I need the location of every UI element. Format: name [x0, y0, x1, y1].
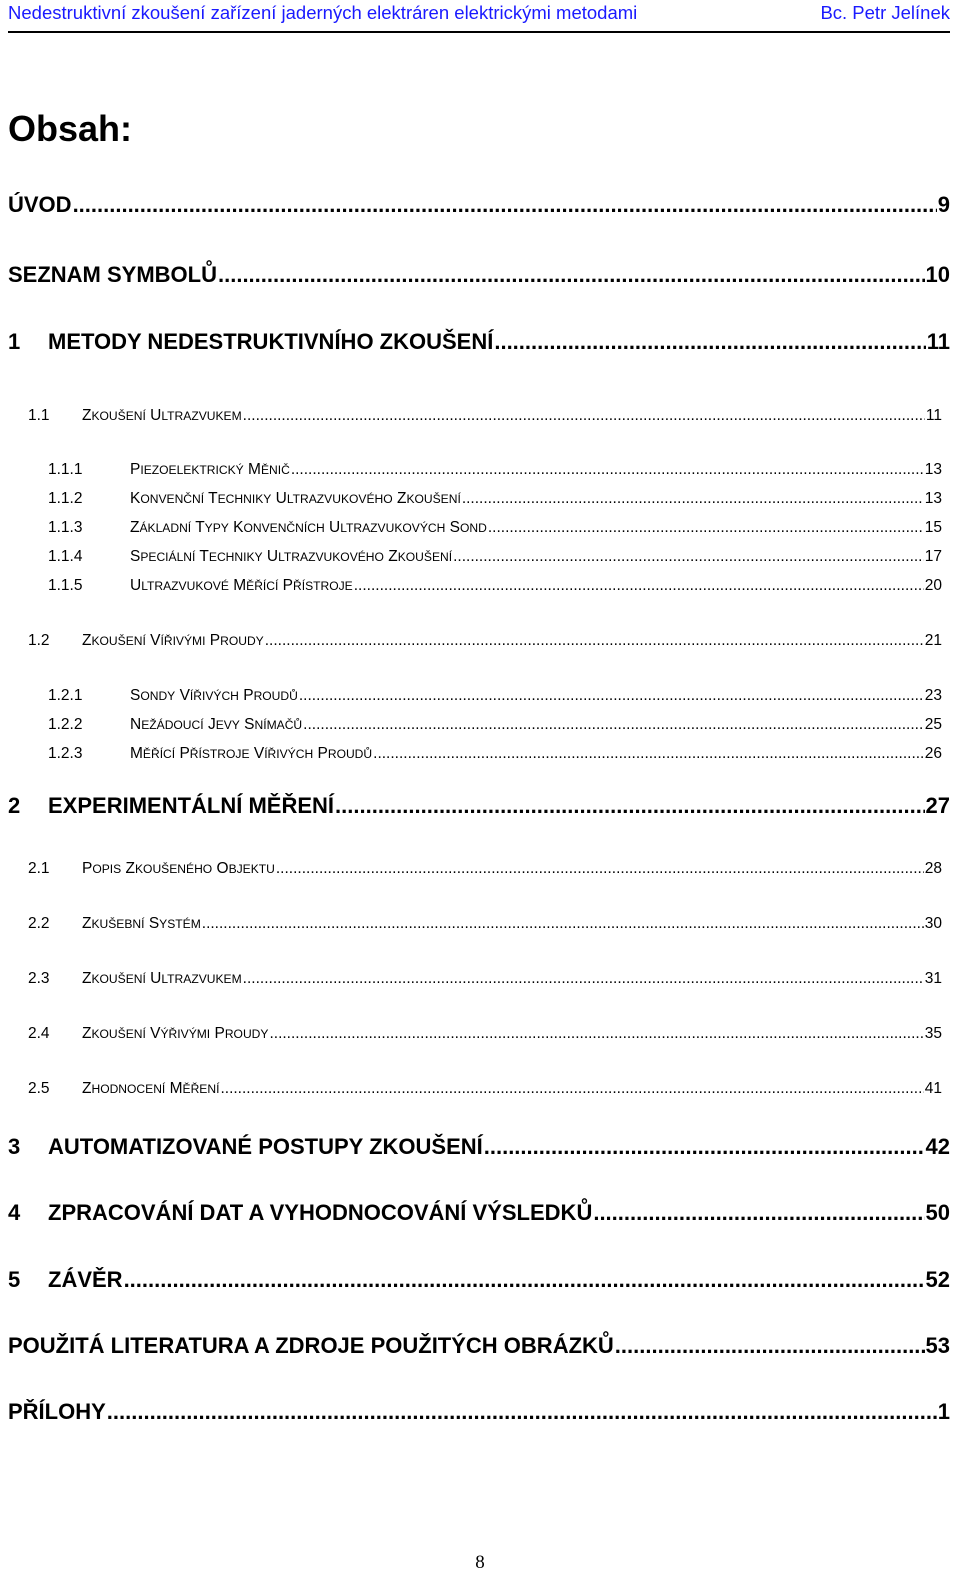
- toc-entry[interactable]: [8, 327, 950, 355]
- toc-entry-page: 15: [924, 519, 942, 536]
- toc-entry-number: 1.1.2: [48, 490, 83, 507]
- toc-entry-label: POUŽITÁ LITERATURA A ZDROJE POUŽITÝCH OBRÁZKŮ: [8, 1333, 614, 1358]
- toc-entry-label: PIEZOELEKTRICKÝ MĚNIČ: [130, 461, 290, 478]
- toc-dot-leader: [615, 1333, 925, 1359]
- toc-entry-label: METODY NEDESTRUKTIVNÍHO ZKOUŠENÍ: [48, 329, 494, 354]
- toc-dot-leader: [462, 490, 924, 508]
- toc-entry-number: 2.1: [28, 860, 50, 877]
- toc-entry-label: KONVENČNÍ TECHNIKY ULTRAZVUKOVÉHO ZKOUŠENÍ: [130, 490, 461, 507]
- toc-entry-page: 50: [925, 1200, 950, 1225]
- toc-entry[interactable]: [8, 1132, 950, 1160]
- toc-entry-label: ZPRACOVÁNÍ DAT A VYHODNOCOVÁNÍ VÝSLEDKŮ: [48, 1200, 593, 1225]
- toc-entry[interactable]: [28, 397, 942, 425]
- toc-entry-number: 1.1.4: [48, 548, 83, 565]
- toc-entry-number: 5: [8, 1267, 21, 1292]
- toc-entry-number: 1.2.1: [48, 687, 83, 704]
- toc-entry-label: ZÁKLADNÍ TYPY KONVENČNÍCH ULTRAZVUKOVÝCH SOND: [130, 519, 487, 536]
- toc-entry-label: SEZNAM SYMBOLŮ: [8, 262, 217, 287]
- toc-dot-leader: [269, 1025, 923, 1043]
- toc-entry-page: 17: [924, 548, 942, 565]
- toc-entry[interactable]: [28, 622, 942, 650]
- toc-entry-label: MĚŘÍCÍ PŘÍSTROJE VÍŘIVÝCH PROUDŮ: [130, 745, 373, 762]
- toc-entry-page: 13: [924, 461, 942, 478]
- toc-entry-number: 1.1.5: [48, 577, 83, 594]
- toc-entry-label: EXPERIMENTÁLNÍ MĚŘENÍ: [48, 793, 335, 818]
- toc-entry-page: 26: [924, 745, 942, 762]
- toc-dot-leader: [276, 860, 924, 878]
- toc-entry-page: 13: [924, 490, 942, 507]
- toc-entry-label: ZÁVĚR: [48, 1267, 123, 1292]
- toc-dot-leader: [265, 632, 924, 650]
- toc-dot-leader: [243, 970, 924, 988]
- toc-dot-leader: [354, 577, 924, 595]
- toc-dot-leader: [593, 1200, 924, 1226]
- toc-entry-label: ÚVOD: [8, 192, 72, 217]
- toc-entry-page: 27: [925, 793, 950, 818]
- toc-entry[interactable]: [48, 735, 942, 763]
- toc-entry-label: ZKUŠEBNÍ SYSTÉM: [82, 915, 201, 932]
- toc-entry-label: ULTRAZVUKOVÉ MĚŘÍCÍ PŘÍSTROJE: [130, 577, 353, 594]
- toc-entry[interactable]: [48, 451, 942, 479]
- toc-entry[interactable]: [8, 1397, 950, 1425]
- toc-entry-label: ZKOUŠENÍ ULTRAZVUKEM: [82, 970, 242, 987]
- toc-entry[interactable]: [8, 1198, 950, 1226]
- toc-dot-leader: [484, 1134, 925, 1160]
- toc-entry[interactable]: [8, 791, 950, 819]
- toc-entry-label: SONDY VÍŘIVÝCH PROUDŮ: [130, 687, 298, 704]
- toc-entry-number: 1: [8, 329, 21, 354]
- toc-dot-leader: [373, 745, 924, 763]
- toc-entry[interactable]: [48, 538, 942, 566]
- toc-entry-number: 2.5: [28, 1080, 50, 1097]
- toc-entry-page: 41: [924, 1080, 942, 1097]
- toc-entry-page: 30: [924, 915, 942, 932]
- toc-entry-page: 28: [924, 860, 942, 877]
- toc-entry-number: 3: [8, 1134, 21, 1159]
- toc-entry[interactable]: [28, 960, 942, 988]
- toc-entry[interactable]: [28, 905, 942, 933]
- toc-entry-number: 2.2: [28, 915, 50, 932]
- toc-title: Obsah:: [8, 108, 133, 149]
- toc-entry-number: 4: [8, 1200, 21, 1225]
- toc-entry-page: 11: [926, 329, 950, 354]
- toc-entry-page: 20: [924, 577, 942, 594]
- toc-entry[interactable]: [48, 677, 942, 705]
- toc-entry-page: 9: [937, 192, 950, 217]
- toc-entry[interactable]: [48, 509, 942, 537]
- toc-entry-label: ZKOUŠENÍ ULTRAZVUKEM: [82, 407, 242, 424]
- page-number: 8: [475, 1552, 485, 1573]
- toc-dot-leader: [291, 461, 924, 479]
- toc-entry-label: PŘÍLOHY: [8, 1399, 106, 1424]
- toc-dot-leader: [299, 687, 924, 705]
- toc-entry[interactable]: [8, 1331, 950, 1359]
- toc-entry-number: 2: [8, 793, 21, 818]
- toc-dot-leader: [124, 1267, 925, 1293]
- toc-entry[interactable]: [28, 1070, 942, 1098]
- toc-entry-number: 1.1.1: [48, 461, 83, 478]
- header-document-title: Nedestruktivní zkoušení zařízení jaderných elektráren elektrickými metodami: [8, 2, 638, 23]
- toc-entry-number: 1.1: [28, 407, 50, 424]
- toc-entry[interactable]: [8, 260, 950, 288]
- toc-dot-leader: [107, 1399, 937, 1425]
- header-author: Bc. Petr Jelínek: [820, 2, 950, 23]
- toc-entry-number: 2.4: [28, 1025, 50, 1042]
- toc-entry-label: ZKOUŠENÍ VÝŘIVÝMI PROUDY: [82, 1025, 269, 1042]
- toc-entry-label: ZHODNOCENÍ MĚŘENÍ: [82, 1080, 220, 1097]
- toc-entry-label: POPIS ZKOUŠENÉHO OBJEKTU: [82, 860, 275, 877]
- toc-entry-page: 42: [925, 1134, 950, 1159]
- toc-dot-leader: [218, 262, 925, 288]
- toc-entry-number: 2.3: [28, 970, 50, 987]
- toc-entry-page: 10: [925, 262, 950, 287]
- toc-dot-leader: [335, 793, 924, 819]
- toc-entry[interactable]: [28, 850, 942, 878]
- toc-dot-leader: [202, 915, 924, 933]
- toc-entry-page: 21: [924, 632, 942, 649]
- toc-entry[interactable]: [8, 1265, 950, 1293]
- toc-entry-label: SPECIÁLNÍ TECHNIKY ULTRAZVUKOVÉHO ZKOUŠENÍ: [130, 548, 453, 565]
- toc-dot-leader: [243, 407, 925, 425]
- toc-entry-number: 1.2.2: [48, 716, 83, 733]
- toc-dot-leader: [453, 548, 924, 566]
- toc-entry[interactable]: [48, 567, 942, 595]
- toc-entry[interactable]: [48, 706, 942, 734]
- toc-entry-label: ZKOUŠENÍ VÍŘIVÝMI PROUDY: [82, 632, 264, 649]
- toc-entry[interactable]: [48, 480, 942, 508]
- toc-entry-page: 53: [925, 1333, 950, 1358]
- toc-entry-label: AUTOMATIZOVANÉ POSTUPY ZKOUŠENÍ: [48, 1134, 483, 1159]
- toc-entry-number: 1.1.3: [48, 519, 83, 536]
- toc-dot-leader: [303, 716, 924, 734]
- toc-entry-number: 1.2: [28, 632, 50, 649]
- toc-entry-page: 1: [937, 1399, 950, 1424]
- toc-entry-page: 25: [924, 716, 942, 733]
- toc-dot-leader: [488, 519, 924, 537]
- toc-entry-label: NEŽÁDOUCÍ JEVY SNÍMAČŮ: [130, 716, 303, 733]
- page-header: [8, 0, 950, 33]
- toc-entry-page: 31: [924, 970, 942, 987]
- toc-dot-leader: [494, 329, 925, 355]
- toc-entry-page: 23: [924, 687, 942, 704]
- toc-entry-page: 52: [925, 1267, 950, 1292]
- toc-dot-leader: [220, 1080, 923, 1098]
- toc-dot-leader: [73, 192, 937, 218]
- toc-entry[interactable]: [28, 1015, 942, 1043]
- toc-entry-page: 11: [925, 407, 942, 424]
- toc-entry-number: 1.2.3: [48, 745, 83, 762]
- toc-entry[interactable]: [8, 190, 950, 218]
- toc-entry-page: 35: [924, 1025, 942, 1042]
